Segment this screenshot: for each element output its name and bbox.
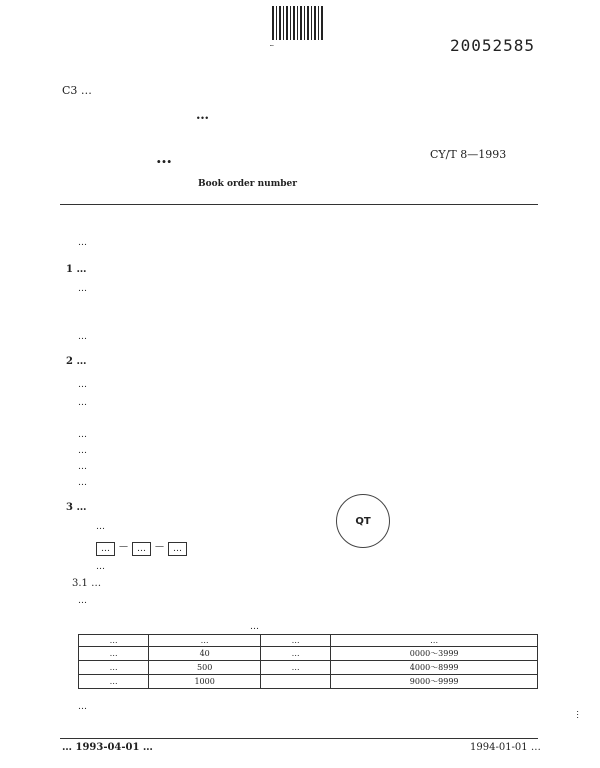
table-row: … 500 … 4000～8999 (79, 661, 538, 675)
standard-category: C3 … (62, 84, 92, 97)
footer-divider (60, 738, 538, 739)
header-divider (60, 204, 538, 205)
section-paragraph: … (78, 398, 87, 408)
section-heading: 1 … (66, 264, 87, 275)
code-part: … (96, 542, 115, 556)
section-paragraph: … (78, 430, 87, 440)
section-paragraph: … (96, 522, 105, 532)
code-range-table (78, 634, 538, 689)
section-paragraph: … (78, 462, 87, 472)
intro-paragraph: … (78, 238, 87, 248)
document-number: 20052585 (450, 36, 536, 55)
standard-number: CY/T 8—1993 (430, 148, 507, 161)
section-paragraph: … (78, 478, 87, 488)
table-caption: … (250, 622, 259, 632)
section-paragraph: … (78, 284, 87, 294)
approval-line: … 1993-04-01 … (62, 742, 153, 753)
section-paragraph: … (78, 332, 87, 342)
section-paragraph: … (78, 380, 87, 390)
code-structure: … — … — … (96, 542, 187, 556)
code-part: … (168, 542, 187, 556)
watermark: … (574, 710, 584, 719)
table-header-row: … … … … (79, 635, 538, 647)
table-row: … 40 … 0000～3999 (79, 647, 538, 661)
section-paragraph: … (96, 562, 105, 572)
page-title: … (156, 148, 182, 167)
certification-stamp: QT (336, 494, 390, 548)
section-heading: 2 … (66, 356, 87, 367)
issuing-title: … (196, 108, 209, 123)
english-title: Book order number (198, 179, 297, 189)
subsection-heading: 3.1 … (72, 578, 102, 589)
section-heading: 3 … (66, 502, 87, 513)
barcode-label: … (270, 41, 274, 48)
code-part: … (132, 542, 151, 556)
section-paragraph: … (78, 446, 87, 456)
table-row: … 1000 9000～9999 (79, 675, 538, 689)
effective-date: 1994-01-01 … (470, 742, 541, 753)
barcode (272, 6, 324, 40)
subsection-paragraph: … (78, 596, 87, 606)
closing-paragraph: … (78, 702, 87, 712)
